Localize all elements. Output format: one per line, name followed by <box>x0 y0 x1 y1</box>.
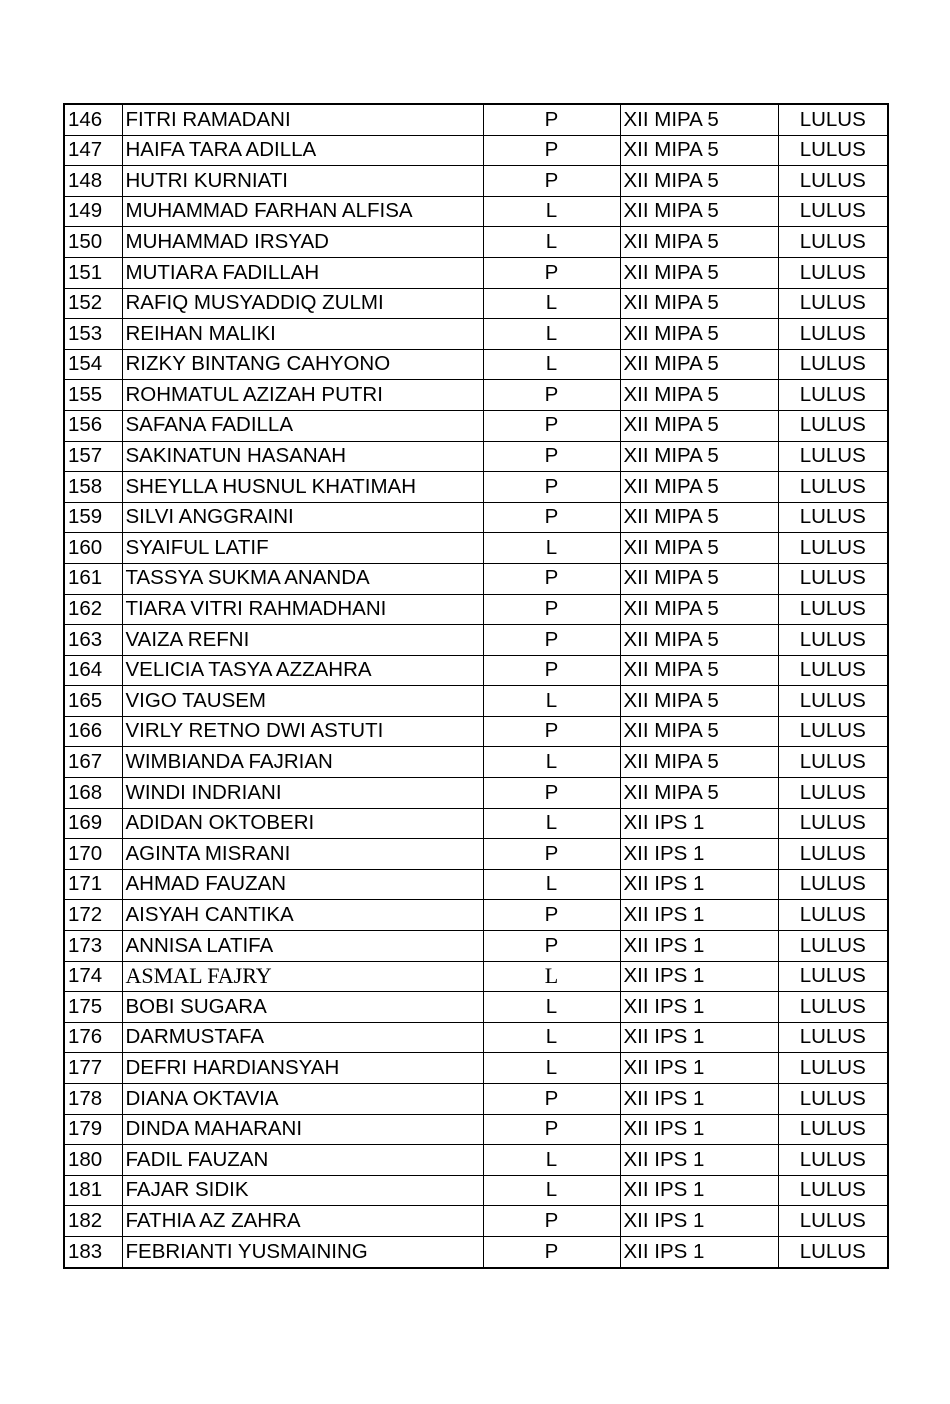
row-number-cell: 152 <box>64 288 122 319</box>
gender-cell: P <box>483 257 620 288</box>
gender-cell: P <box>483 594 620 625</box>
gender-cell: P <box>483 166 620 197</box>
gender-cell: L <box>483 1022 620 1053</box>
gender-cell: P <box>483 778 620 809</box>
row-number-cell: 174 <box>64 961 122 992</box>
row-number-cell: 160 <box>64 533 122 564</box>
status-cell: LULUS <box>778 1114 888 1145</box>
table-row <box>64 1114 888 1145</box>
class-cell: XII MIPA 5 <box>620 441 778 472</box>
table-row <box>64 1022 888 1053</box>
row-number-cell: 177 <box>64 1053 122 1084</box>
row-number-cell: 167 <box>64 747 122 778</box>
gender-cell: P <box>483 380 620 411</box>
student-name-cell: DARMUSTAFA <box>122 1022 483 1053</box>
row-number-cell: 172 <box>64 900 122 931</box>
row-number-cell: 180 <box>64 1145 122 1176</box>
student-name-cell: VIRLY RETNO DWI ASTUTI <box>122 716 483 747</box>
table-row <box>64 747 888 778</box>
class-cell: XII MIPA 5 <box>620 533 778 564</box>
table-row <box>64 410 888 441</box>
table-row <box>64 778 888 809</box>
student-list-sheet <box>63 103 889 1269</box>
class-cell: XII IPS 1 <box>620 992 778 1023</box>
status-cell: LULUS <box>778 257 888 288</box>
status-cell: LULUS <box>778 288 888 319</box>
student-name-cell: MUTIARA FADILLAH <box>122 257 483 288</box>
row-number-cell: 179 <box>64 1114 122 1145</box>
gender-cell: L <box>483 349 620 380</box>
class-cell: XII IPS 1 <box>620 1022 778 1053</box>
status-cell: LULUS <box>778 839 888 870</box>
gender-cell: L <box>483 808 620 839</box>
gender-cell: P <box>483 104 620 135</box>
class-cell: XII IPS 1 <box>620 931 778 962</box>
gender-cell: P <box>483 931 620 962</box>
class-cell: XII MIPA 5 <box>620 410 778 441</box>
row-number-cell: 175 <box>64 992 122 1023</box>
table-row <box>64 441 888 472</box>
gender-cell: L <box>483 1053 620 1084</box>
table-row <box>64 380 888 411</box>
student-name-cell: SHEYLLA HUSNUL KHATIMAH <box>122 472 483 503</box>
row-number-cell: 148 <box>64 166 122 197</box>
gender-cell: L <box>483 1145 620 1176</box>
class-cell: XII MIPA 5 <box>620 257 778 288</box>
row-number-cell: 169 <box>64 808 122 839</box>
status-cell: LULUS <box>778 1022 888 1053</box>
table-row <box>64 319 888 350</box>
status-cell: LULUS <box>778 410 888 441</box>
table-row <box>64 716 888 747</box>
class-cell: XII IPS 1 <box>620 839 778 870</box>
status-cell: LULUS <box>778 686 888 717</box>
gender-cell: P <box>483 410 620 441</box>
status-cell: LULUS <box>778 104 888 135</box>
student-name-cell: VIGO TAUSEM <box>122 686 483 717</box>
student-name-cell: ADIDAN OKTOBERI <box>122 808 483 839</box>
student-name-cell: MUHAMMAD FARHAN ALFISA <box>122 196 483 227</box>
class-cell: XII MIPA 5 <box>620 625 778 656</box>
status-cell: LULUS <box>778 1145 888 1176</box>
status-cell: LULUS <box>778 1053 888 1084</box>
gender-cell: L <box>483 869 620 900</box>
class-cell: XII MIPA 5 <box>620 349 778 380</box>
class-cell: XII MIPA 5 <box>620 594 778 625</box>
status-cell: LULUS <box>778 931 888 962</box>
row-number-cell: 173 <box>64 931 122 962</box>
row-number-cell: 176 <box>64 1022 122 1053</box>
student-name-cell: RIZKY BINTANG CAHYONO <box>122 349 483 380</box>
row-number-cell: 163 <box>64 625 122 656</box>
row-number-cell: 162 <box>64 594 122 625</box>
table-row <box>64 502 888 533</box>
class-cell: XII MIPA 5 <box>620 716 778 747</box>
row-number-cell: 147 <box>64 135 122 166</box>
student-name-cell: SAKINATUN HASANAH <box>122 441 483 472</box>
student-name-cell: WINDI INDRIANI <box>122 778 483 809</box>
gender-cell: L <box>483 288 620 319</box>
student-name-cell: HAIFA TARA ADILLA <box>122 135 483 166</box>
student-name-cell: HUTRI KURNIATI <box>122 166 483 197</box>
gender-cell: L <box>483 196 620 227</box>
class-cell: XII MIPA 5 <box>620 563 778 594</box>
table-body <box>64 104 888 1268</box>
row-number-cell: 181 <box>64 1175 122 1206</box>
status-cell: LULUS <box>778 1206 888 1237</box>
gender-cell: P <box>483 441 620 472</box>
class-cell: XII IPS 1 <box>620 1084 778 1115</box>
class-cell: XII IPS 1 <box>620 869 778 900</box>
table-row <box>64 839 888 870</box>
gender-cell: P <box>483 563 620 594</box>
class-cell: XII MIPA 5 <box>620 502 778 533</box>
student-name-cell: VELICIA TASYA AZZAHRA <box>122 655 483 686</box>
table-row <box>64 257 888 288</box>
class-cell: XII MIPA 5 <box>620 380 778 411</box>
gender-cell: P <box>483 1084 620 1115</box>
table-row <box>64 104 888 135</box>
status-cell: LULUS <box>778 655 888 686</box>
table-row <box>64 808 888 839</box>
student-name-cell: AGINTA MISRANI <box>122 839 483 870</box>
graduation-table <box>63 103 889 1269</box>
row-number-cell: 154 <box>64 349 122 380</box>
class-cell: XII MIPA 5 <box>620 319 778 350</box>
row-number-cell: 149 <box>64 196 122 227</box>
gender-cell: P <box>483 625 620 656</box>
table-row <box>64 227 888 258</box>
student-name-cell: TIARA VITRI RAHMADHANI <box>122 594 483 625</box>
row-number-cell: 158 <box>64 472 122 503</box>
student-name-cell: WIMBIANDA FAJRIAN <box>122 747 483 778</box>
class-cell: XII IPS 1 <box>620 1206 778 1237</box>
row-number-cell: 150 <box>64 227 122 258</box>
gender-cell: L <box>483 533 620 564</box>
table-row <box>64 166 888 197</box>
class-cell: XII MIPA 5 <box>620 166 778 197</box>
gender-cell: P <box>483 502 620 533</box>
status-cell: LULUS <box>778 1236 888 1267</box>
status-cell: LULUS <box>778 900 888 931</box>
status-cell: LULUS <box>778 594 888 625</box>
row-number-cell: 155 <box>64 380 122 411</box>
student-name-cell: FATHIA AZ ZAHRA <box>122 1206 483 1237</box>
student-name-cell: AISYAH CANTIKA <box>122 900 483 931</box>
row-number-cell: 161 <box>64 563 122 594</box>
status-cell: LULUS <box>778 502 888 533</box>
student-name-cell: FEBRIANTI YUSMAINING <box>122 1236 483 1267</box>
table-row <box>64 349 888 380</box>
student-name-cell: AHMAD FAUZAN <box>122 869 483 900</box>
status-cell: LULUS <box>778 1175 888 1206</box>
table-row <box>64 135 888 166</box>
class-cell: XII IPS 1 <box>620 961 778 992</box>
student-name-cell: FADIL FAUZAN <box>122 1145 483 1176</box>
row-number-cell: 178 <box>64 1084 122 1115</box>
class-cell: XII MIPA 5 <box>620 104 778 135</box>
row-number-cell: 153 <box>64 319 122 350</box>
gender-cell: L <box>483 961 620 992</box>
row-number-cell: 183 <box>64 1236 122 1267</box>
gender-cell: L <box>483 319 620 350</box>
class-cell: XII IPS 1 <box>620 1145 778 1176</box>
class-cell: XII IPS 1 <box>620 1114 778 1145</box>
row-number-cell: 168 <box>64 778 122 809</box>
student-name-cell: FAJAR SIDIK <box>122 1175 483 1206</box>
student-name-cell: ANNISA LATIFA <box>122 931 483 962</box>
gender-cell: L <box>483 992 620 1023</box>
table-row <box>64 196 888 227</box>
status-cell: LULUS <box>778 135 888 166</box>
status-cell: LULUS <box>778 716 888 747</box>
class-cell: XII IPS 1 <box>620 1053 778 1084</box>
student-name-cell: SAFANA FADILLA <box>122 410 483 441</box>
class-cell: XII MIPA 5 <box>620 747 778 778</box>
student-name-cell: SYAIFUL LATIF <box>122 533 483 564</box>
table-row <box>64 1053 888 1084</box>
status-cell: LULUS <box>778 747 888 778</box>
table-row <box>64 900 888 931</box>
student-name-cell: FITRI RAMADANI <box>122 104 483 135</box>
student-name-cell: VAIZA REFNI <box>122 625 483 656</box>
student-name-cell: TASSYA SUKMA ANANDA <box>122 563 483 594</box>
status-cell: LULUS <box>778 625 888 656</box>
table-row <box>64 625 888 656</box>
gender-cell: P <box>483 1206 620 1237</box>
student-name-cell: ROHMATUL AZIZAH PUTRI <box>122 380 483 411</box>
class-cell: XII IPS 1 <box>620 1236 778 1267</box>
class-cell: XII IPS 1 <box>620 808 778 839</box>
status-cell: LULUS <box>778 961 888 992</box>
student-name-cell: BOBI SUGARA <box>122 992 483 1023</box>
row-number-cell: 151 <box>64 257 122 288</box>
class-cell: XII MIPA 5 <box>620 227 778 258</box>
gender-cell: L <box>483 227 620 258</box>
gender-cell: L <box>483 686 620 717</box>
row-number-cell: 157 <box>64 441 122 472</box>
status-cell: LULUS <box>778 227 888 258</box>
status-cell: LULUS <box>778 349 888 380</box>
status-cell: LULUS <box>778 472 888 503</box>
row-number-cell: 171 <box>64 869 122 900</box>
status-cell: LULUS <box>778 380 888 411</box>
table-row <box>64 533 888 564</box>
row-number-cell: 182 <box>64 1206 122 1237</box>
row-number-cell: 164 <box>64 655 122 686</box>
gender-cell: P <box>483 839 620 870</box>
status-cell: LULUS <box>778 778 888 809</box>
row-number-cell: 170 <box>64 839 122 870</box>
table-row <box>64 594 888 625</box>
status-cell: LULUS <box>778 869 888 900</box>
table-row <box>64 1145 888 1176</box>
table-row <box>64 1236 888 1267</box>
class-cell: XII MIPA 5 <box>620 196 778 227</box>
class-cell: XII IPS 1 <box>620 900 778 931</box>
gender-cell: P <box>483 900 620 931</box>
table-row <box>64 992 888 1023</box>
student-name-cell: RAFIQ MUSYADDIQ ZULMI <box>122 288 483 319</box>
class-cell: XII MIPA 5 <box>620 472 778 503</box>
table-row <box>64 655 888 686</box>
class-cell: XII MIPA 5 <box>620 778 778 809</box>
row-number-cell: 146 <box>64 104 122 135</box>
gender-cell: P <box>483 1236 620 1267</box>
table-row <box>64 869 888 900</box>
student-name-cell: DIANA OKTAVIA <box>122 1084 483 1115</box>
gender-cell: P <box>483 716 620 747</box>
class-cell: XII IPS 1 <box>620 1175 778 1206</box>
status-cell: LULUS <box>778 808 888 839</box>
table-row <box>64 1084 888 1115</box>
table-row <box>64 961 888 992</box>
status-cell: LULUS <box>778 196 888 227</box>
class-cell: XII MIPA 5 <box>620 288 778 319</box>
table-row <box>64 472 888 503</box>
table-row <box>64 931 888 962</box>
table-row <box>64 1206 888 1237</box>
status-cell: LULUS <box>778 992 888 1023</box>
row-number-cell: 165 <box>64 686 122 717</box>
table-row <box>64 288 888 319</box>
gender-cell: P <box>483 655 620 686</box>
student-name-cell: SILVI ANGGRAINI <box>122 502 483 533</box>
gender-cell: P <box>483 472 620 503</box>
status-cell: LULUS <box>778 563 888 594</box>
table-row <box>64 1175 888 1206</box>
student-name-cell: MUHAMMAD IRSYAD <box>122 227 483 258</box>
class-cell: XII MIPA 5 <box>620 655 778 686</box>
table-row <box>64 686 888 717</box>
gender-cell: L <box>483 1175 620 1206</box>
gender-cell: L <box>483 747 620 778</box>
student-name-cell: DEFRI HARDIANSYAH <box>122 1053 483 1084</box>
student-name-cell: REIHAN MALIKI <box>122 319 483 350</box>
table-row <box>64 563 888 594</box>
class-cell: XII MIPA 5 <box>620 686 778 717</box>
status-cell: LULUS <box>778 319 888 350</box>
row-number-cell: 166 <box>64 716 122 747</box>
status-cell: LULUS <box>778 1084 888 1115</box>
gender-cell: P <box>483 1114 620 1145</box>
gender-cell: P <box>483 135 620 166</box>
status-cell: LULUS <box>778 533 888 564</box>
student-name-cell: ASMAL FAJRY <box>122 961 483 992</box>
class-cell: XII MIPA 5 <box>620 135 778 166</box>
status-cell: LULUS <box>778 441 888 472</box>
status-cell: LULUS <box>778 166 888 197</box>
student-name-cell: DINDA MAHARANI <box>122 1114 483 1145</box>
row-number-cell: 159 <box>64 502 122 533</box>
row-number-cell: 156 <box>64 410 122 441</box>
